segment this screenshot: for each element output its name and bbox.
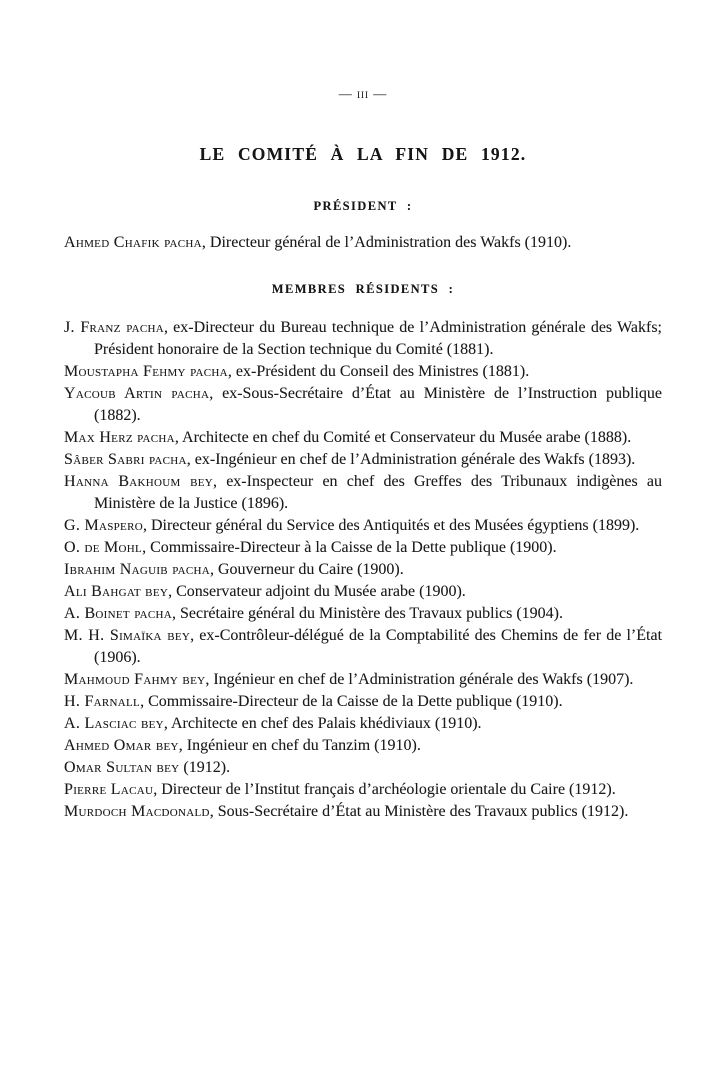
members-heading: MEMBRES RÉSIDENTS : (271, 282, 455, 296)
page-number: — iii — (338, 86, 388, 101)
member-entry (64, 361, 662, 383)
member-entry (64, 581, 662, 603)
member-name: Max Herz pacha (64, 429, 175, 446)
member-name: Sâber Sabri pacha (64, 451, 187, 468)
member-entry (64, 713, 662, 735)
member-desc: , Directeur général de l’Administration des Wakfs (1910). (201, 234, 572, 251)
member-name: Hanna Bakhoum bey (64, 473, 213, 490)
member-name: Omar Sultan bey (64, 759, 180, 776)
member-desc: , Directeur de l’Institut français d’archéologie orientale du Caire (1912). (153, 781, 616, 798)
president-entry (64, 232, 662, 254)
member-name: A. Boinet pacha (64, 605, 172, 622)
member-desc: , ex-Président du Conseil des Ministres (1881). (227, 363, 530, 380)
member-name: Murdoch Macdonald (64, 803, 210, 820)
member-name: A. Lasciac bey (64, 715, 164, 732)
member-name: J. Franz pacha (64, 319, 164, 336)
member-name: Ahmed Chafik pacha (64, 234, 202, 251)
member-desc: , Conservateur adjoint du Musée arabe (1900). (168, 583, 466, 600)
member-desc: , Architecte en chef du Comité et Conservateur du Musée arabe (1888). (174, 429, 632, 446)
member-entry (64, 449, 662, 471)
members-list (64, 317, 662, 823)
member-name: Ahmed Omar bey (64, 737, 179, 754)
member-name: H. Farnall (64, 693, 141, 710)
member-desc: , ex-Contrôleur-délégué de la Comptabilité des Chemins de fer de l’État (1906). (94, 627, 663, 666)
member-entry (64, 317, 662, 361)
member-entry (64, 757, 662, 779)
member-entry (64, 801, 662, 823)
member-desc: , Gouverneur du Caire (1900). (210, 561, 404, 578)
member-desc: , Architecte en chef des Palais khédiviaux (1910). (163, 715, 482, 732)
member-entry (64, 779, 662, 801)
member-desc: , ex-Sous-Secrétaire d’État au Ministère de l’Instruction publique (1882). (94, 385, 662, 424)
member-name: Mahmoud Fahmy bey (64, 671, 206, 688)
member-entry (64, 691, 662, 713)
member-name: O. de Mohl (64, 539, 143, 556)
member-desc: , ex-Ingénieur en chef de l’Administration générale des Wakfs (1893). (186, 451, 636, 468)
member-desc: , ex-Directeur du Bureau technique de l’Administration générale des Wakfs; Président honoraire de la Section technique du Comité (1881). (94, 319, 662, 358)
member-entry (64, 471, 662, 515)
member-desc: , ex-Inspecteur en chef des Greffes des Tribunaux indigènes au Ministère de la Justice (1896). (94, 473, 663, 512)
member-entry (64, 537, 662, 559)
member-entry (64, 603, 662, 625)
member-name: Yacoub Artin pacha (64, 385, 210, 402)
member-desc: , Commissaire-Directeur de la Caisse de la Dette publique (1910). (140, 693, 563, 710)
president-heading: PRÉSIDENT : (313, 199, 413, 213)
member-desc: (1912). (179, 759, 231, 776)
member-desc: , Secrétaire général du Ministère des Travaux publics (1904). (172, 605, 564, 622)
member-entry (64, 515, 662, 537)
member-name: Pierre Lacau (64, 781, 154, 798)
page-title: LE COMITÉ À LA FIN DE 1912. (199, 144, 527, 164)
member-name: Ali Bahgat bey (64, 583, 169, 600)
member-entry (64, 559, 662, 581)
member-desc: , Ingénieur en chef du Tanzim (1910). (178, 737, 421, 754)
member-name: G. Maspero (64, 517, 143, 534)
member-entry (64, 669, 662, 691)
member-entry (64, 625, 662, 669)
member-entry (64, 427, 662, 449)
member-desc: , Directeur général du Service des Antiquités et des Musées égyptiens (1899). (142, 517, 640, 534)
member-desc: , Commissaire-Directeur à la Caisse de la Dette publique (1900). (142, 539, 557, 556)
member-name: M. H. Simaïka bey (64, 627, 191, 644)
member-desc: , Sous-Secrétaire d’État au Ministère des Travaux publics (1912). (209, 803, 629, 820)
member-entry (64, 735, 662, 757)
member-name: Moustapha Fehmy pacha (64, 363, 228, 380)
member-name: Ibrahim Naguib pacha (64, 561, 210, 578)
member-entry (64, 383, 662, 427)
member-desc: , Ingénieur en chef de l’Administration générale des Wakfs (1907). (205, 671, 634, 688)
